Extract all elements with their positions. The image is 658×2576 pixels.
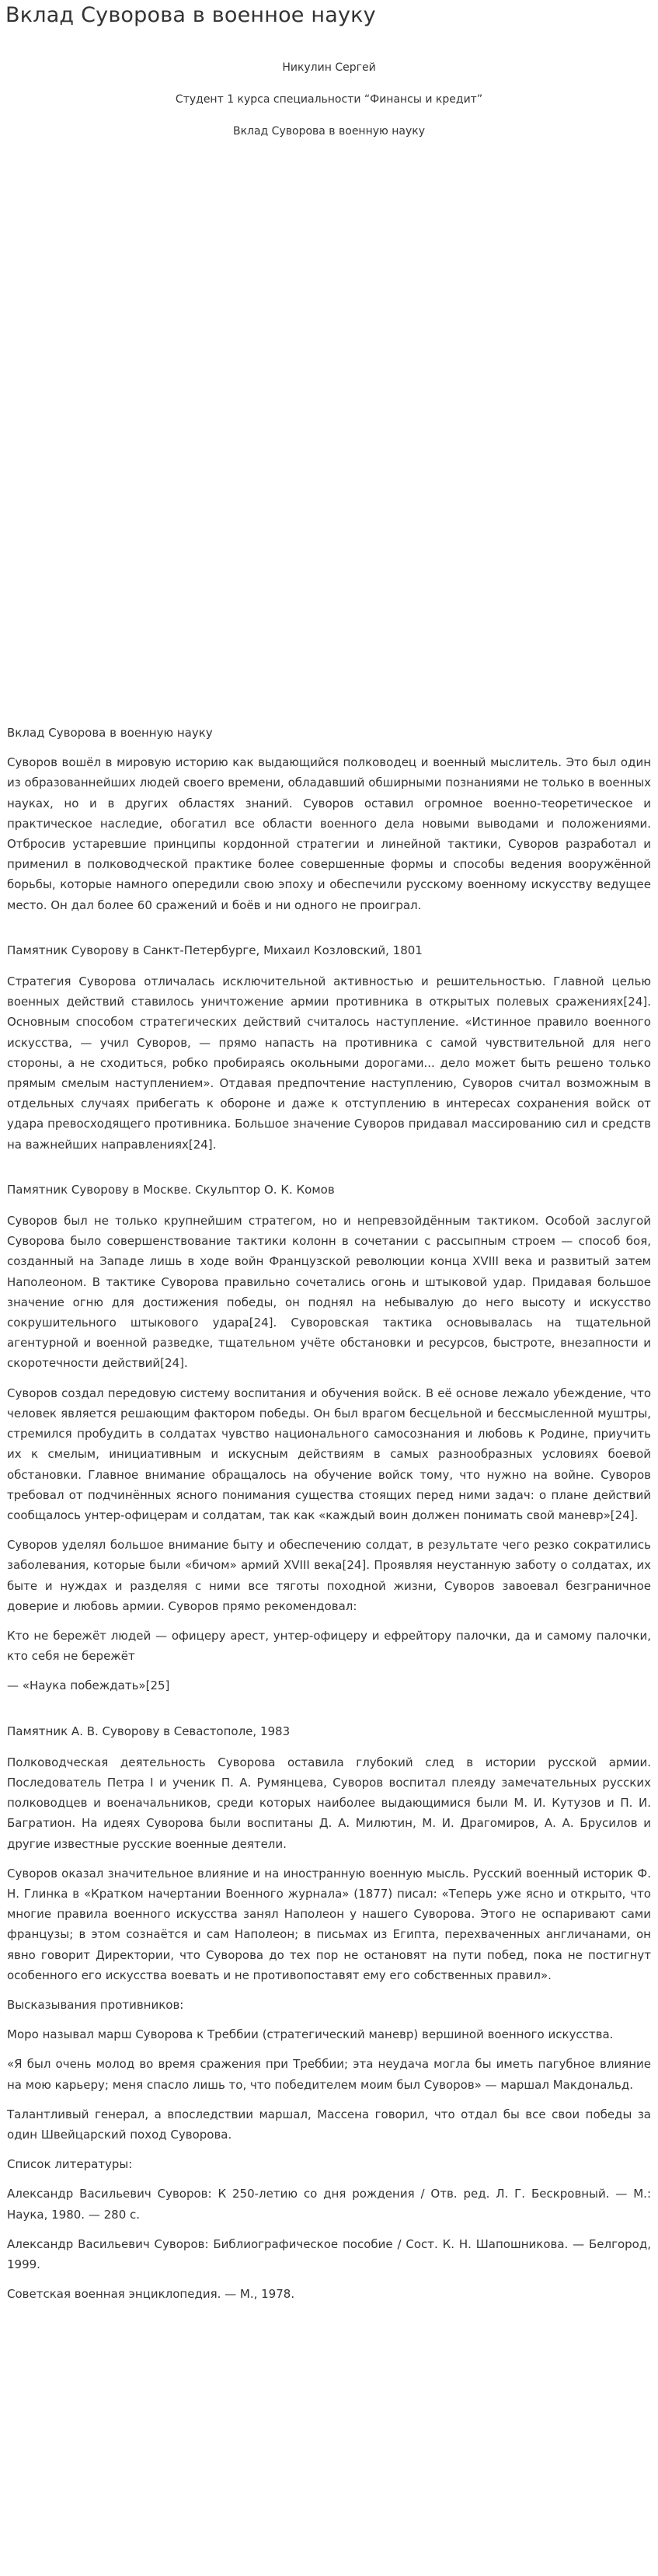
- header-block: [0, 61, 658, 156]
- quote-paragraph: Кто не бережёт людей — офицеру арест, унтер-офицеру и ефрейтору палочки, да и самому палочки, кто себя не бережёт: [7, 1628, 651, 1664]
- document-subtitle: Вклад Суворова в военную науку: [232, 125, 426, 138]
- reference-item: Советская военная энциклопедия. — М., 1978.: [7, 2287, 295, 2302]
- image-caption-spb: Памятник Суворову в Санкт-Петербурге, Михаил Козловский, 1801: [7, 943, 423, 957]
- reference-item: Александр Васильевич Суворов: К 250-летию со дня рождения / Отв. ред. Л. Г. Бескровный. — М.: Наука, 1980. — 280 с.: [7, 2187, 651, 2222]
- article-body: [7, 723, 651, 2313]
- image-caption-sevastopol: Памятник А. В. Суворову в Севастополе, 1983: [7, 1724, 291, 1738]
- student-info: Студент 1 курса специальности “Финансы и кредит”: [175, 93, 483, 106]
- strategy-paragraph: Стратегия Суворова отличалась исключительной активностью и решительностью. Главной целью военных действий ставилось уничтожение армии противника в открытых полевых сражениях[24]. Основным способом стратегических действий считалось наступление. «Истинное правило военного искусства, — учил Суворов, — прямо напасть на противника с самой чувствительной для него стороны, а не сходиться, робко пробираясь окольными дорогами... дело может быть решено только прямым смелым наступлением». Отдавая предпочтение наступлению, Суворов считал возможным в отдельных случаях прибегать к обороне и даже к отступлению в интересах сохранения войск от удара превосходящего противника. Большое значение Суворов придавал массированию сил и средств на важнейших направлениях[24].: [7, 974, 651, 1152]
- education-paragraph: Суворов создал передовую систему воспитания и обучения войск. В её основе лежало убеждение, что человек является решающим фактором победы. Он был врагом бесцельной и бессмысленной муштры, стремился пробудить в солдатах чувство национального самосознания и любовь к Родине, приучить их к смелым, инициативным и искусным действиям в самых разнообразных условиях боевой обстановки. Главное внимание обращалось на обучение войск тому, что нужно на войне. Суворов требовал от подчинённых ясного понимания существа стоящих перед ними задач: о плане действий сообщалось унтер-офицерам и солдатам, так как «каждый воин должен понимать свой маневр»[24].: [7, 1386, 651, 1522]
- references-heading: Список литературы:: [7, 2157, 133, 2172]
- quote-source: — «Наука побеждать»[25]: [7, 1678, 170, 1693]
- influence-paragraph: Суворов оказал значительное влияние и на иностранную военную мысль. Русский военный историк Ф. Н. Глинка в «Кратком начертании Военного журнала» (1877) писал: «Теперь уже ясно и открыто, что многие правила военного искусства занял Наполеон у нашего Суворова. Этого не оспаривают сами французы; в этом сознаётся и сам Наполеон; в письмах из Египта, перехваченных англичанами, он явно говорит Директории, что Суворова до тех пор не остановят на пути побед, пока не постигнут особенного его искусства воевать и не противопоставят ему его собственных правил».: [7, 1866, 651, 1982]
- section-heading: Вклад Суворова в военную науку: [7, 726, 213, 740]
- massena-quote: Талантливый генерал, а впоследствии маршал, Массена говорил, что отдал бы все свои победы за один Швейцарский поход Суворова.: [7, 2107, 651, 2142]
- legacy-paragraph: Полководческая деятельность Суворова оставила глубокий след в истории русской армии. Последователь Петра I и ученик П. А. Румянцева, Суворов воспитал плеяду замечательных русских полководцев и военачальников, среди которых наиболее выдающимися были М. И. Кутузов и П. И. Багратион. На идеях Суворова были воспитаны Д. А. Милютин, М. И. Драгомиров, А. А. Брусилов и другие известные русские военные деятели.: [7, 1755, 651, 1851]
- care-paragraph: Суворов уделял большое внимание быту и обеспечению солдат, в результате чего резко сократились заболевания, которые были «бичом» армий XVIII века[24]. Проявляя неустанную заботу о солдатах, их быте и нуждах и разделяя с ними все тяготы походной жизни, Суворов завоевал безграничное доверие и любовь армии. Суворов прямо рекомендовал:: [7, 1538, 651, 1613]
- tactics-paragraph: Суворов был не только крупнейшим стратегом, но и непревзойдённым тактиком. Особой заслугой Суворова было совершенствование тактики колонн в сочетании с рассыпным строем — способ боя, созданный на Западе лишь в ходе войн Французской революции конца XVIII века и развитый затем Наполеоном. В тактике Суворова правильно сочетались огонь и штыковой удар. Придавая большое значение огню для достижения победы, он поднял на небывалую до него высоту и искусство сокрушительного штыкового удара[24]. Суворовская тактика основывалась на тщательной агентурной и военной разведке, тщательном учёте обстановки и ресурсов, быстроте, внезапности и скоротечности действий[24].: [7, 1214, 651, 1371]
- opponents-heading: Высказывания противников:: [7, 1997, 184, 2012]
- author-name: Никулин Сергей: [282, 61, 376, 74]
- image-caption-moscow: Памятник Суворову в Москве. Скульптор О. К. Комов: [7, 1182, 335, 1197]
- macdonald-quote: «Я был очень молод во время сражения при Треббии; эта неудача могла бы иметь пагубное влияние на мою карьеру; меня спасло лишь то, что победителем моим был Суворов» — маршал Макдональд.: [7, 2057, 651, 2092]
- intro-paragraph: Суворов вошёл в мировую историю как выдающийся полководец и военный мыслитель. Это был один из образованнейших людей своего времени, обладавший обширными познаниями не только в военных науках, но и в других областях знаний. Суворов оставил огромное военно-теоретическое и практическое наследие, обогатил все области военного дела новыми выводами и положениями. Отбросив устаревшие принципы кордонной стратегии и линейной тактики, Суворов разработал и применил в полководческой практике более совершенные формы и способы ведения вооружённой борьбы, которые намного опередили свою эпоху и обеспечили русскому военному искусству ведущее место. Он дал более 60 сражений и боёв и ни одного не проиграл.: [7, 755, 651, 912]
- moreau-quote: Моро называл марш Суворова к Треббии (стратегический маневр) вершиной военного искусства.: [7, 2027, 614, 2042]
- reference-item: Александр Васильевич Суворов: Библиографическое пособие / Сост. К. Н. Шапошникова. — Белгород, 1999.: [7, 2236, 651, 2271]
- page-title: Вклад Суворова в военное науку: [5, 3, 376, 27]
